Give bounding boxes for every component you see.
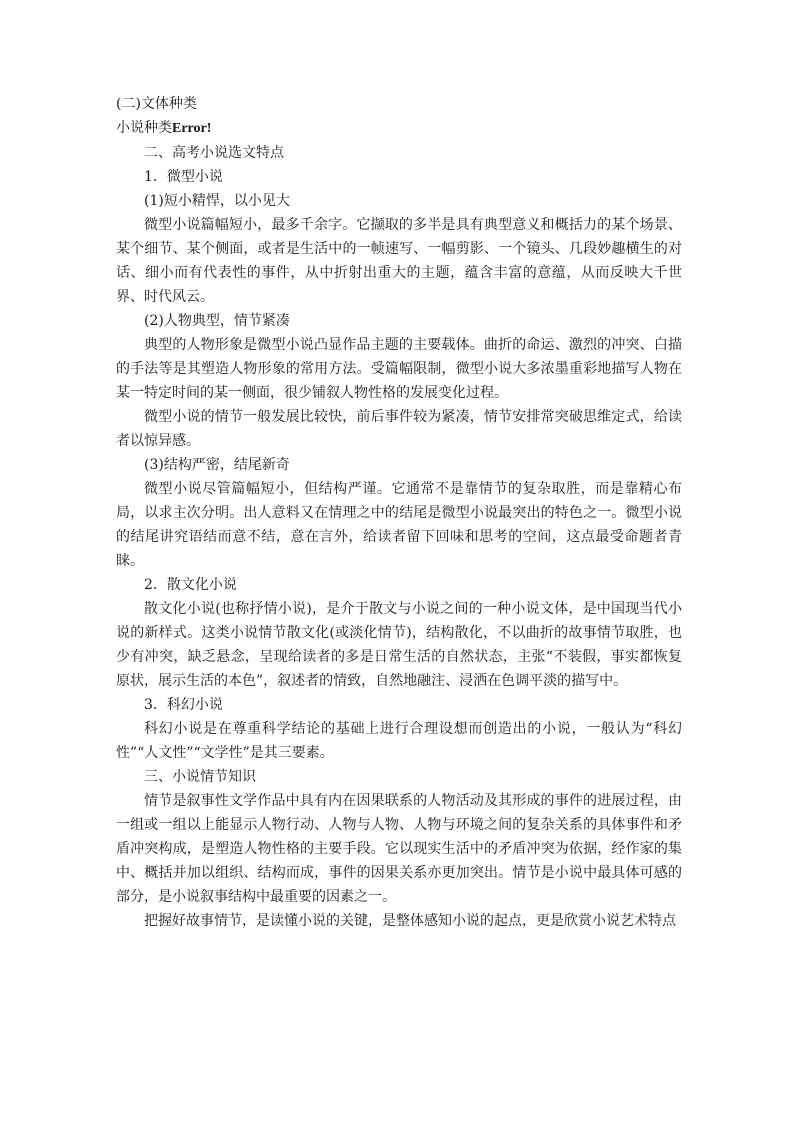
paragraph-5: 散文化小说(也称抒情小说)，是介于散文与小说之间的一种小说文体，是中国现当代小说的新样式。这类小说情节散文化(或淡化情节)，结构散化，不以曲折的故事情节取胜，也少有冲突，缺乏悬念，呈现给读者的多是日常生活的自然状态，主张“不装假，事实都恢复原状，展示生活的本色”，叙述者的情致，自然地融注、浸洒在色调平淡的描写中。 bbox=[116, 601, 682, 689]
subheading-3: 3．科幻小说 bbox=[144, 697, 223, 713]
point-1: (1)短小精悍，以小见大 bbox=[144, 193, 290, 209]
heading-2: 二、高考小说选文特点 bbox=[144, 145, 284, 161]
section-title: (二)文体种类 bbox=[116, 96, 197, 112]
point-2: (2)人物典型，情节紧凑 bbox=[144, 313, 290, 329]
paragraph-2: 典型的人物形象是微型小说凸显作品主题的主要载体。曲折的命运、激烈的冲突、白描的手法等是其塑造人物形象的常用方法。受篇幅限制，微型小说大多浓墨重彩地描写人物在某一特定时间的某一侧面，很少铺叙人物性格的发展变化过程。 bbox=[116, 337, 682, 401]
subheading-2: 2．散文化小说 bbox=[144, 577, 237, 593]
subheading-1: 1．微型小说 bbox=[144, 169, 223, 185]
paragraph-3: 微型小说的情节一般发展比较快，前后事件较为紧凑，情节安排常突破思维定式，给读者以惊异感。 bbox=[116, 409, 682, 449]
novel-types-label: 小说种类 bbox=[116, 120, 172, 136]
error-field: Error! bbox=[172, 121, 212, 136]
document-page bbox=[116, 92, 682, 933]
heading-3: 三、小说情节知识 bbox=[144, 769, 256, 785]
paragraph-1: 微型小说篇幅短小，最多千余字。它撷取的多半是具有典型意义和概括力的某个场景、某个细节、某个侧面，或者是生活中的一帧速写、一幅剪影、一个镜头、几段妙趣横生的对话、细小而有代表性的事件，从中折射出重大的主题，蕴含丰富的意蕴，从而反映大千世界、时代风云。 bbox=[116, 217, 682, 305]
point-3: (3)结构严密，结尾新奇 bbox=[144, 457, 290, 473]
paragraph-7: 情节是叙事性文学作品中具有内在因果联系的人物活动及其形成的事件的进展过程，由一组或一组以上能显示人物行动、人物与人物、人物与环境之间的复杂关系的具体事件和矛盾冲突构成，是塑造人物性格的主要手段。它以现实生活中的矛盾冲突为依据，经作家的集中、概括并加以组织、结构而成，事件的因果关系亦更加突出。情节是小说中最具体可感的部分，是小说叙事结构中最重要的因素之一。 bbox=[116, 793, 682, 905]
paragraph-8: 把握好故事情节，是读懂小说的关键，是整体感知小说的起点，更是欣赏小说艺术特点 bbox=[144, 913, 676, 929]
paragraph-6: 科幻小说是在尊重科学结论的基础上进行合理设想而创造出的小说，一般认为“科幻性”“人文性”“文学性”是其三要素。 bbox=[116, 721, 682, 761]
paragraph-4: 微型小说尽管篇幅短小，但结构严谨。它通常不是靠情节的复杂取胜，而是靠精心布局，以求主次分明。出人意料又在情理之中的结尾是微型小说最突出的特色之一。微型小说的结尾讲究语结而意不结，意在言外，给读者留下回味和思考的空间，这点最受命题者青睐。 bbox=[116, 481, 682, 569]
novel-types-line bbox=[116, 116, 682, 141]
